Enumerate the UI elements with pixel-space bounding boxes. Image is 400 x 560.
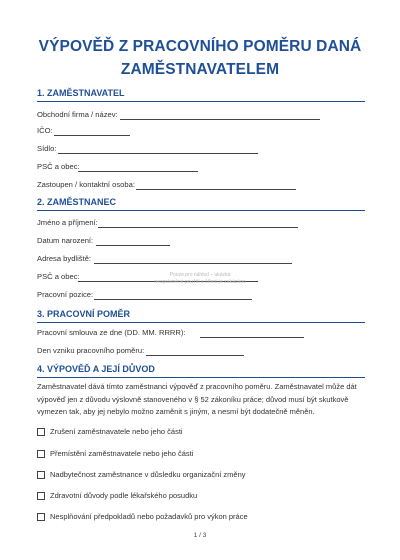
document-title-line-2: ZAMĚSTNAVATELEM	[120, 61, 280, 78]
field-label-date-of-birth: Datum narození:	[37, 236, 94, 245]
reason-label: Přemístění zaměstnavatele nebo jeho části	[50, 449, 194, 458]
reason-label: Zrušení zaměstnavatele nebo jeho části	[50, 427, 183, 436]
section-heading-employment: 3. PRACOVNÍ POMĚR	[37, 309, 131, 319]
employment-start-fill-line[interactable]	[146, 355, 244, 356]
section-divider	[37, 101, 365, 102]
field-label-job-position: Pracovní pozice:	[37, 290, 94, 299]
date-of-birth-fill-line[interactable]	[96, 245, 170, 246]
employer-postcode-city-fill-line[interactable]	[78, 171, 198, 172]
section-divider	[37, 377, 365, 378]
full-name-fill-line[interactable]	[98, 227, 298, 228]
field-label-contract-date: Pracovní smlouva ze dne (DD. MM. RRRR):	[37, 328, 186, 337]
reason-option[interactable]	[37, 427, 183, 436]
job-position-fill-line[interactable]	[94, 299, 252, 300]
watermark	[120, 272, 280, 286]
field-label-registered-office: Sídlo:	[37, 144, 57, 153]
field-label-employer-postcode-city: PSČ a obec:	[37, 162, 80, 171]
field-label-employment-start: Den vzniku pracovního poměru:	[37, 346, 145, 355]
reason-option[interactable]	[37, 449, 193, 458]
reason-label: Zdravotní důvody podle lékařského posudku	[50, 491, 198, 500]
ico-fill-line[interactable]	[54, 135, 130, 136]
field-label-employee-postcode-city: PSČ a obec:	[37, 272, 80, 281]
field-label-full-name: Jméno a příjmení:	[37, 218, 98, 227]
field-label-company-name: Obchodní firma / název:	[37, 110, 118, 119]
page-number: 1 / 3	[193, 532, 207, 539]
field-label-representative: Zastoupen / kontaktní osoba:	[37, 180, 135, 189]
contract-date-fill-line[interactable]	[200, 337, 304, 338]
notice-paragraph: Zaměstnavatel dává tímto zaměstnanci výpověď z pracovního poměru. Zaměstnavatel může dát výpověď jen z důvodu výslovně stanoveného v § 52 zákoníku práce; důvod musí být skutkově vymezen tak, aby jej nebylo možno zaměnit s jiným, a nesmí být dodatečně měněn.	[37, 382, 357, 416]
reason-label: Nadbytečnost zaměstnance v důsledku organizační změny	[50, 470, 246, 479]
address-fill-line[interactable]	[94, 263, 292, 264]
checkbox[interactable]	[37, 450, 45, 458]
section-heading-employer: 1. ZAMĚSTNAVATEL	[37, 88, 125, 98]
watermark-line-1: Pouze pro náhled – ukázka	[169, 272, 231, 278]
checkbox[interactable]	[37, 492, 45, 500]
section-heading-notice: 4. VÝPOVĚĎ A JEJÍ DŮVOD	[37, 364, 155, 374]
section-divider	[37, 210, 365, 211]
checkbox[interactable]	[37, 513, 45, 521]
checkbox[interactable]	[37, 428, 45, 436]
representative-fill-line[interactable]	[136, 189, 296, 190]
company-name-fill-line[interactable]	[120, 119, 320, 120]
field-label-ico: IČO:	[37, 126, 53, 135]
field-label-address: Adresa bydliště:	[37, 254, 92, 263]
reason-label: Nesplňování předpokladů nebo požadavků pro výkon práce	[50, 512, 248, 521]
section-divider	[37, 322, 365, 323]
reason-option[interactable]	[37, 512, 248, 521]
document-title-line-1: VÝPOVĚĎ Z PRACOVNÍHO POMĚRU DANÁ	[38, 38, 362, 55]
reason-option[interactable]	[37, 491, 197, 500]
registered-office-fill-line[interactable]	[58, 153, 258, 154]
checkbox[interactable]	[37, 471, 45, 479]
watermark-line-2: neoprávněné použití a šíření je zakázáno	[154, 279, 246, 285]
reason-option[interactable]	[37, 470, 246, 479]
section-heading-employee: 2. ZAMĚSTNANEC	[37, 197, 117, 207]
